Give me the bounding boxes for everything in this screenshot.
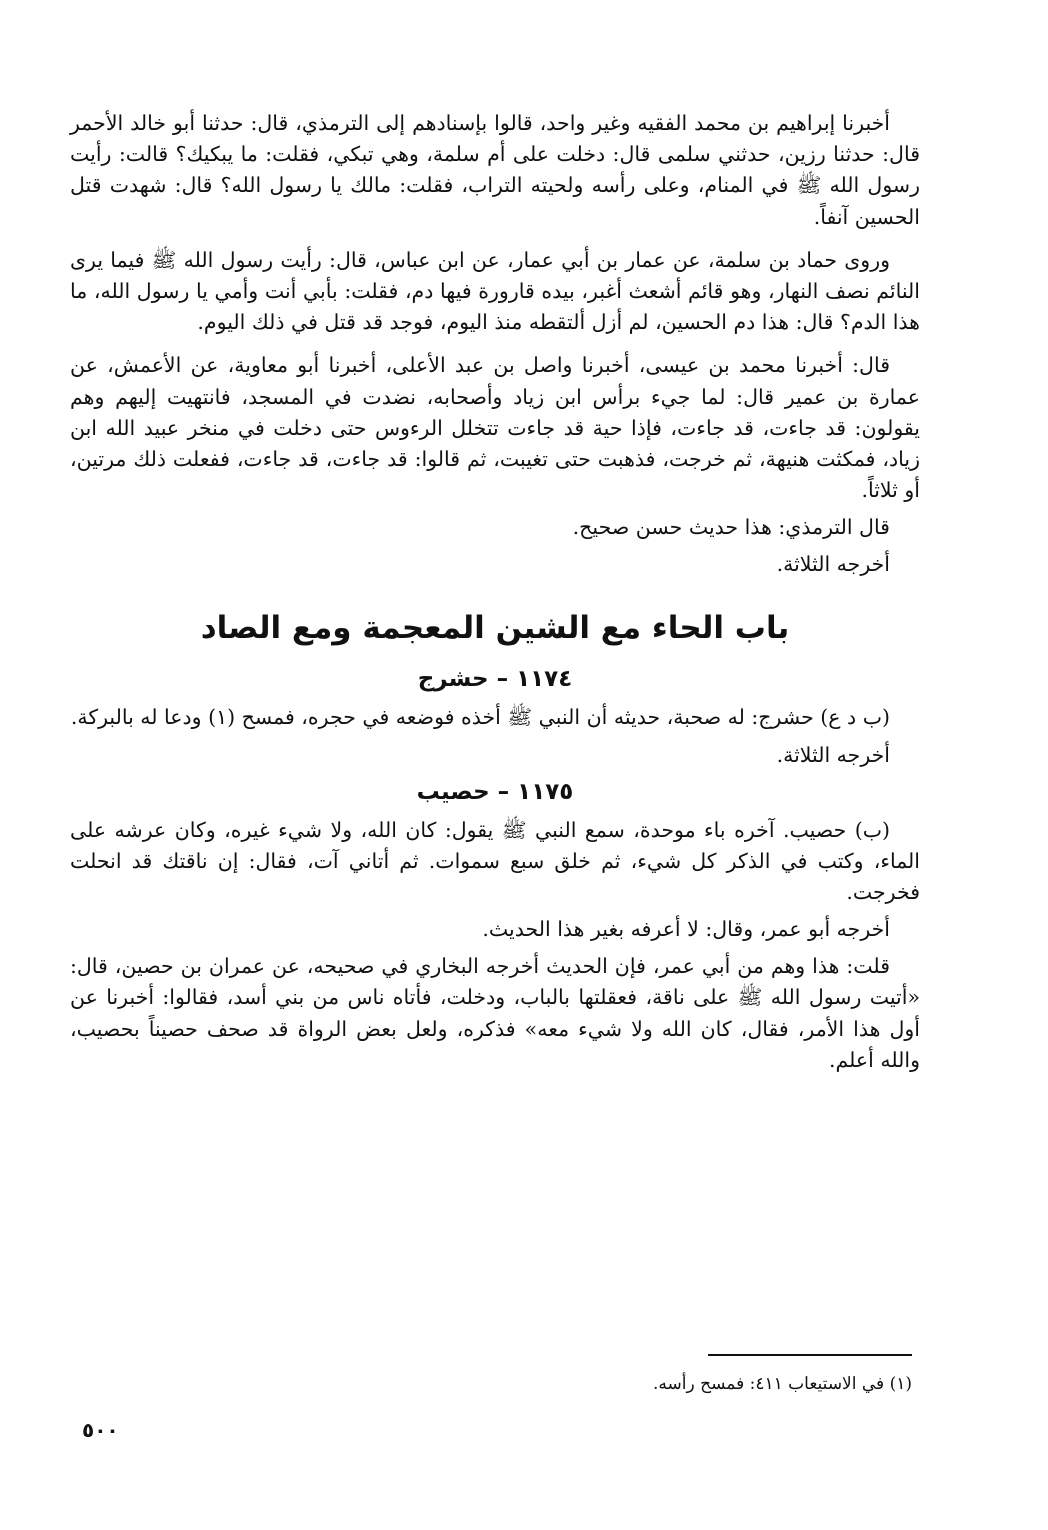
entry-comment-1175: قلت: هذا وهم من أبي عمر، فإن الحديث أخرجه البخاري في صحيحه، عن عمران بن حصين، قال: «أتيت رسول الله ﷺ على ناقة، فعقلتها بالباب، ودخلت، فأتاه ناس من بني أسد، فقالوا: أخبرنا عن أول هذا الأمر، فقال، كان الله ولا شيء معه» فذكره، ولعل بعض الرواة قد صحف حصيناً بحصيب، والله أعلم. bbox=[70, 954, 920, 1072]
footnote-divider bbox=[708, 1354, 912, 1356]
paragraph-umm-salama: أخبرنا إبراهيم بن محمد الفقيه وغير واحد، قالوا بإسنادهم إلى الترمذي، قال: حدثنا أبو خالد الأحمر قال: حدثنا رزين، حدثني سلمى قال: دخلت على أم سلمة، وهي تبكي، فقلت: ما يبكيك؟ قالت: رأيت رسول الله ﷺ في المنام، وعلى رأسه ولحيته التراب، فقلت: مالك يا رسول الله؟ قال: شهدت قتل الحسين آنفاً. bbox=[70, 111, 920, 229]
footnote: (١) في الاستيعاب ٤١١: فمسح رأسه. bbox=[653, 1374, 912, 1394]
takhrij-line: أخرجه الثلاثة. bbox=[776, 552, 890, 577]
paragraph-umara: قال: أخبرنا محمد بن عيسى، أخبرنا واصل بن عبد الأعلى، أخبرنا أبو معاوية، عن الأعمش، عن عمارة بن عمير قال: لما جيء برأس ابن زياد وأصحابه، نضدت في المسجد، فانتهيت إليهم وهم يقولون: قد جاءت، قد جاءت، فإذا حية قد جاءت تتخلل الرءوس حتى دخلت في منخر عبيد الله ابن زياد، فمكثت هنيهة، ثم خرجت، فذهبت حتى تغيبت، ثم قالوا: قد جاءت، قد جاءت، ففعلت ذلك مرتين، أو ثلاثاً. bbox=[70, 353, 920, 503]
entry-takhrij-1174: أخرجه الثلاثة. bbox=[776, 742, 890, 767]
tirmidhi-note: قال الترمذي: هذا حديث حسن صحيح. bbox=[572, 515, 890, 540]
entry-text-1175: (ب) حصيب. آخره باء موحدة، سمع النبي ﷺ يقول: كان الله، ولا شيء غيره، وكان عرشه على الماء، وكتب في الذكر كل شيء، ثم خلق سبع سموات. ثم أتاني آت، فقال: إن ناقتك قد انحلت فخرجت. bbox=[70, 817, 920, 905]
page-body bbox=[70, 108, 920, 1088]
entry-text-1174: (ب د ع) حشرج: له صحبة، حديثه أن النبي ﷺ أخذه فوضعه في حجره، فمسح (١) ودعا له بالبركة. bbox=[70, 705, 890, 730]
chapter-title: باب الحاء مع الشين المعجمة ومع الصاد bbox=[200, 610, 790, 647]
paragraph-ibn-abbas: وروى حماد بن سلمة، عن عمار بن أبي عمار، عن ابن عباس، قال: رأيت رسول الله ﷺ فيما يرى النائم نصف النهار، وهو قائم أشعث أغبر، بيده قارورة فيها دم، فقلت: بأبي أنت وأمي يا رسول الله، ما هذا الدم؟ قال: هذا دم الحسين، لم أزل ألتقطه منذ اليوم، فوجد قد قتل في ذلك اليوم. bbox=[70, 247, 920, 335]
entry-heading-1175: ١١٧٥ – حصيب bbox=[416, 778, 574, 805]
entry-heading-1174: ١١٧٤ – حشرج bbox=[417, 666, 573, 693]
entry-takhrij-1175: أخرجه أبو عمر، وقال: لا أعرفه بغير هذا الحديث. bbox=[482, 917, 890, 942]
page-number: ٥٠٠ bbox=[82, 1418, 119, 1442]
